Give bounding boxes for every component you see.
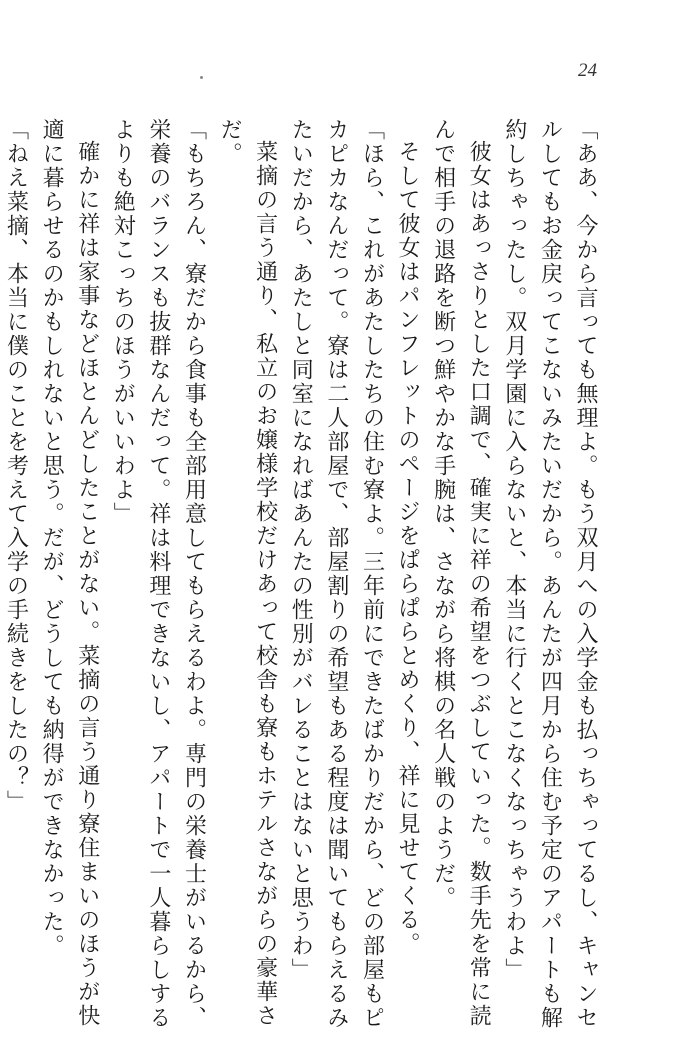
text-line: そして彼女はパンフレットのページをぱらぱらとめくり、祥に見せてくる。 [395, 140, 421, 956]
text-line: 「ねえ菜摘、本当に僕のことを考えて入学の手続きをしたの？」 [3, 118, 29, 814]
text-line: よりも絶対こっちのほうがいいわよ」 [110, 118, 136, 526]
text-line: 「ほら、これがあたしたちの住む寮よ。三年前にできたばかりだから、どの部屋もピ [359, 118, 385, 1030]
text-line: 適に暮らせるのかもしれないと思う。だが、どうしても納得ができなかった。 [39, 118, 65, 958]
text-line: 「もちろん、寮だから食事も全部用意してもらえるわよ。専門の栄養士がいるから、 [181, 118, 207, 1030]
text-line: だ。 [217, 118, 243, 166]
page-number: 24 [578, 60, 597, 81]
text-line: 菜摘の言う通り、私立のお嬢様学校だけあって校舎も寮もホテルさながらの豪華さ [252, 140, 278, 1028]
text-line: カピカなんだって。寮は二人部屋で、部屋割りの希望もある程度は聞いてもらえるみ [323, 118, 349, 1030]
vertical-text-body [3, 118, 603, 1030]
text-line: 約しちゃったし。双月学園に入らないと、本当に行くとこなくなっちゃうわよ」 [501, 118, 527, 982]
text-line: 栄養のバランスも抜群なんだって。祥は料理できないし、アパートで一人暮らしする [145, 118, 171, 1030]
text-line: 確かに祥は家事などほとんどしたことがない。菜摘の言う通り寮住まいのほうが快 [74, 140, 100, 1028]
dot-mark [200, 76, 203, 79]
text-line: 彼女はあっさりとした口調で、確実に祥の希望をつぶしていった。数手先を常に読 [466, 140, 492, 1028]
text-line: ルしてもお金戻ってこないみたいだから。あんたが四月から住む予定のアパートも解 [537, 118, 563, 1030]
text-line: んで相手の退路を断つ鮮やかな手腕は、さながら将棋の名人戦のようだ。 [430, 118, 456, 910]
text-line: 「ああ、今から言っても無理よ。もう双月への入学金も払っちゃってるし、キャンセ [573, 118, 598, 1030]
text-line: たいだから、あたしと同室になればあんたの性別がバレることはないと思うわ」 [288, 118, 314, 982]
